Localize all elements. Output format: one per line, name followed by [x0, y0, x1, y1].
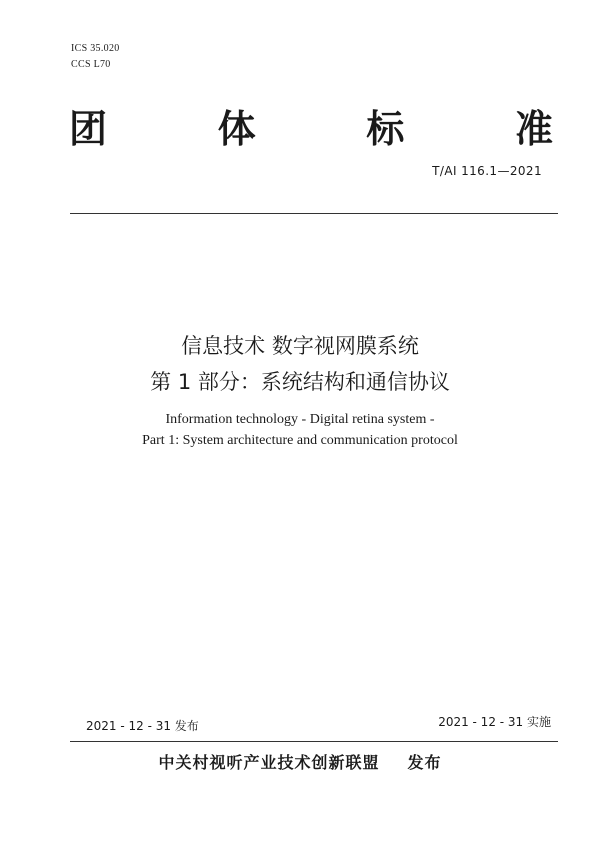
english-title-line-2: Part 1: System architecture and communication protocol [142, 433, 458, 448]
ccs-code: CCS L70 [71, 59, 111, 70]
standard-number: T/AI 116.1—2021 [432, 164, 542, 178]
standard-type-char: 体 [217, 107, 256, 151]
bottom-divider [70, 741, 558, 742]
publisher-action: 发布 [407, 753, 442, 772]
chinese-title [0, 328, 600, 400]
ics-code: ICS 35.020 [71, 43, 120, 54]
top-divider [70, 213, 558, 214]
english-title [0, 409, 600, 451]
chinese-title-line-2: 第 1 部分：系统结构和通信协议 [150, 370, 450, 394]
publisher-organization: 中关村视听产业技术创新联盟 [158, 753, 380, 772]
standard-type-heading [69, 104, 553, 154]
publication-date: 2021 - 12 - 31 发布 [86, 719, 199, 733]
standard-type-char: 团 [69, 107, 108, 151]
standard-type-char: 标 [366, 107, 405, 151]
classification-codes [71, 41, 120, 73]
implementation-date: 2021 - 12 - 31 实施 [438, 715, 551, 729]
english-title-line-1: Information technology - Digital retina system - [165, 412, 435, 427]
standard-type-char: 准 [514, 107, 553, 151]
chinese-title-line-1: 信息技术 数字视网膜系统 [181, 334, 419, 358]
publisher-line [0, 752, 600, 774]
